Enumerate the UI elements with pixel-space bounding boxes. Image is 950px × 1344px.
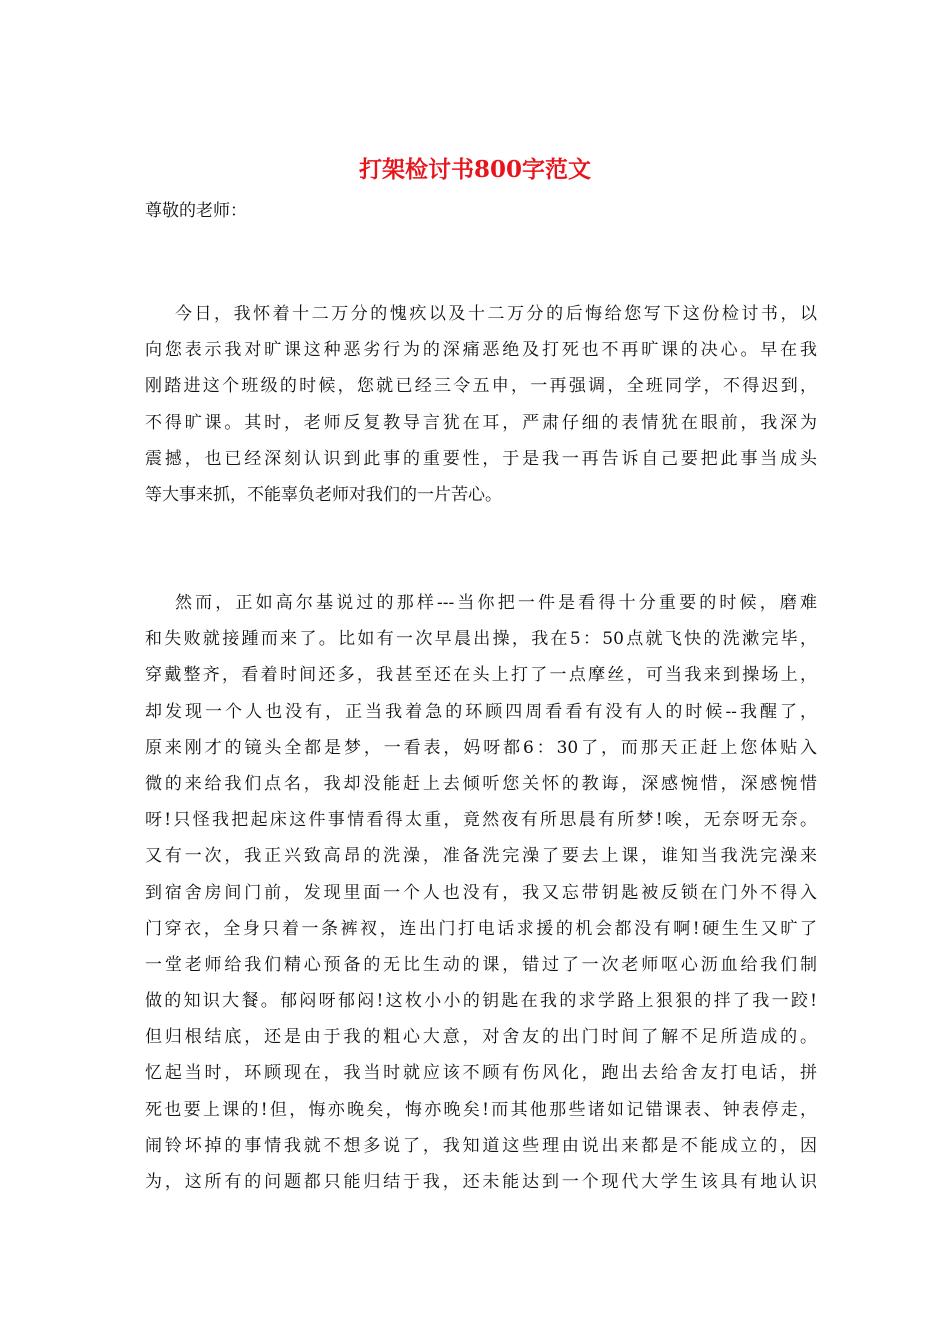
paragraph-line: 向您表示我对旷课这种恶劣行为的深痛恶绝及打死也不再旷课的决心。早在我 — [145, 340, 817, 361]
paragraph-line: 又有一次，我正兴致高昂的洗澡，准备洗完澡了要去上课，谁知当我洗完澡来 — [145, 846, 817, 867]
paragraph-line: 穿戴整齐，看着时间还多，我甚至还在头上打了一点摩丝，可当我来到操场上， — [145, 665, 817, 686]
paragraph-line: 闹铃坏掉的事情我就不想多说了，我知道这些理由说出来都是不能成立的，因 — [145, 1135, 817, 1156]
paragraph-line: 做的知识大餐。郁闷呀郁闷!这枚小小的钥匙在我的求学路上狠狠的拌了我一跤! — [145, 991, 817, 1012]
salutation: 尊敬的老师： — [145, 201, 247, 221]
paragraph-line: 呀!只怪我把起床这件事情看得太重，竟然夜有所思晨有所梦!唉，无奈呀无奈。 — [145, 810, 817, 831]
paragraph-line: 和失败就接踵而来了。比如有一次早晨出操，我在5：50点就飞快的洗漱完毕， — [145, 629, 817, 650]
paragraph-line: 今日，我怀着十二万分的愧疚以及十二万分的后悔给您写下这份检讨书，以 — [175, 304, 817, 324]
paragraph-line: 然而，正如高尔基说过的那样---当你把一件是看得十分重要的时候，磨难 — [175, 593, 817, 613]
paragraph-line: 原来刚才的镜头全都是梦，一看表，妈呀都6：30了，而那天正赶上您体贴入 — [145, 737, 817, 758]
paragraph-line: 到宿舍房间门前，发现里面一个人也没有，我又忘带钥匙被反锁在门外不得入 — [145, 882, 817, 903]
document-title: 打架检讨书800字范文 — [358, 156, 591, 183]
paragraph-1 — [145, 296, 817, 513]
paragraph-line: 忆起当时，环顾现在，我当时就应该不顾有伤风化，跑出去给舍友打电话，拼 — [145, 1063, 817, 1084]
paragraph-line: 等大事来抓，不能辜负老师对我们的一片苦心。 — [145, 484, 502, 505]
paragraph-line: 震撼，也已经深刻认识到此事的重要性，于是我一再告诉自己要把此事当成头 — [145, 448, 817, 469]
paragraph-line: 微的来给我们点名，我却没能赶上去倾听您关怀的教诲，深感惋惜，深感惋惜 — [145, 773, 817, 794]
paragraph-line: 门穿衣，全身只着一条裤衩，连出门打电话求援的机会都没有啊!硬生生又旷了 — [145, 918, 817, 939]
paragraph-line: 为，这所有的问题都只能归结于我，还未能达到一个现代大学生该具有地认识 — [145, 1172, 817, 1192]
paragraph-line: 但归根结底，还是由于我的粗心大意，对舍友的出门时间了解不足所造成的。 — [145, 1027, 817, 1048]
paragraph-line: 却发现一个人也没有，正当我着急的环顾四周看看有没有人的时候--我醒了， — [145, 701, 817, 722]
paragraph-line: 不得旷课。其时，老师反复教导言犹在耳，严肃仔细的表情犹在眼前，我深为 — [145, 412, 817, 433]
paragraph-2 — [145, 585, 817, 1200]
paragraph-line: 死也要上课的!但，悔亦晚矣，悔亦晚矣!而其他那些诸如记错课表、钟表停走， — [145, 1099, 817, 1120]
paragraph-line: 一堂老师给我们精心预备的无比生动的课，错过了一次老师呕心沥血给我们制 — [145, 954, 817, 975]
paragraph-line: 刚踏进这个班级的时候，您就已经三令五申，一再强调，全班同学，不得迟到， — [145, 376, 817, 397]
